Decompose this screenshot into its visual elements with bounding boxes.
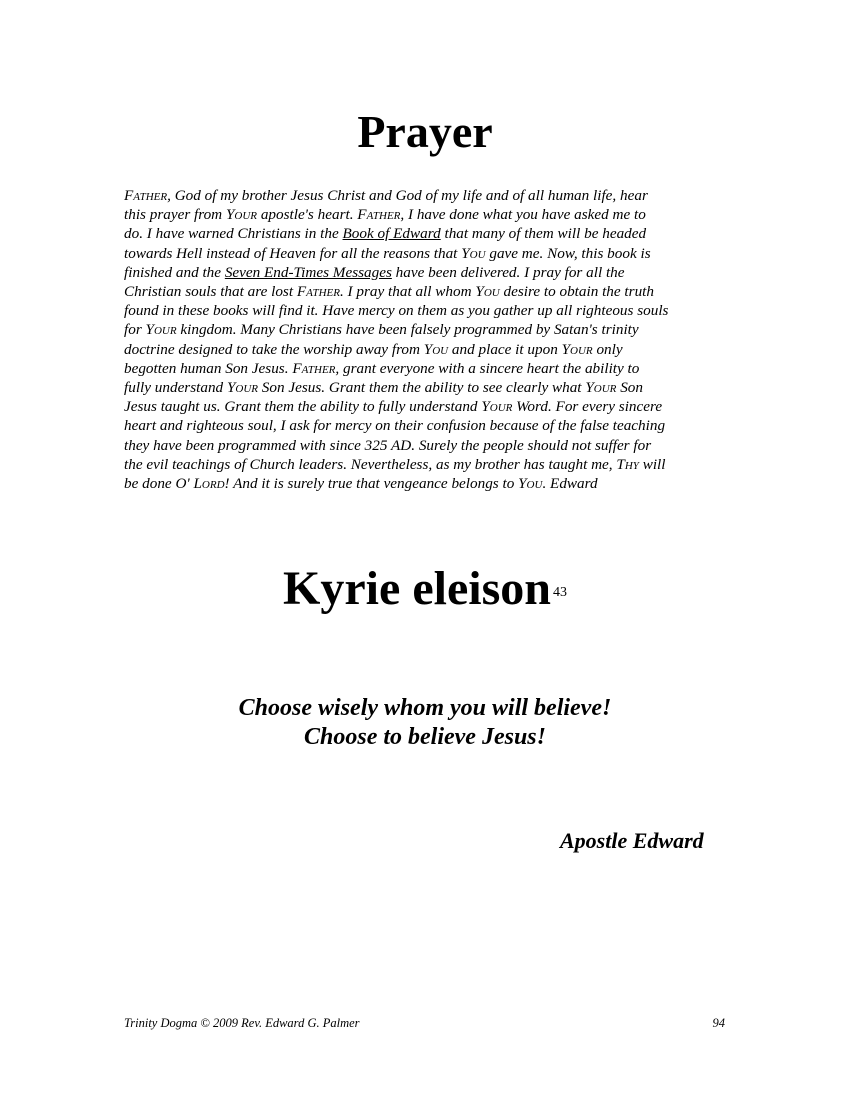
prayer-line: Christian souls that are lost Father. I pray that all whom You desire to obtain the truth xyxy=(124,283,654,301)
prayer-line: this prayer from Your apostle's heart. Father, I have done what you have asked me to xyxy=(124,206,646,224)
exhortation-line-1: Choose wisely whom you will believe! xyxy=(238,695,612,721)
prayer-line: fully understand Your Son Jesus. Grant them the ability to see clearly what Your Son xyxy=(124,379,643,397)
prayer-line: be done O' Lord! And it is surely true that vengeance belongs to You. Edward xyxy=(124,475,598,493)
prayer-line: do. I have warned Christians in the Book of Edward that many of them will be headed xyxy=(124,225,647,243)
page-title: Prayer xyxy=(357,106,493,157)
prayer-line: Jesus taught us. Grant them the ability to fully understand Your Word. For every sincere xyxy=(124,398,663,416)
prayer-line: they have been programmed with since 325 AD. Surely the people should not suffer for xyxy=(124,436,652,454)
prayer-line: for Your kingdom. Many Christians have been falsely programmed by Satan's trinity xyxy=(124,321,639,339)
exhortation-line-2: Choose to believe Jesus! xyxy=(304,724,546,750)
prayer-line: the evil teachings of Church leaders. Nevertheless, as my brother has taught me, Thy will xyxy=(124,455,666,473)
signature: Apostle Edward xyxy=(560,828,704,853)
prayer-line: finished and the Seven End-Times Messages have been delivered. I pray for all the xyxy=(124,263,625,281)
book-of-edward-title: Book of Edward xyxy=(342,225,441,243)
prayer-line: heart and righteous soul, I ask for mercy on their confusion because of the false teaching xyxy=(124,417,666,435)
footnote-marker: 43 xyxy=(552,585,567,600)
footer-copyright: Trinity Dogma © 2009 Rev. Edward G. Palmer xyxy=(124,1016,360,1030)
prayer-line: begotten human Son Jesus. Father, grant everyone with a sincere heart the ability to xyxy=(124,359,640,377)
kyrie-eleison-heading: Kyrie eleison $^{43}$ xyxy=(283,562,567,615)
prayer-line: towards Hell instead of Heaven for all the reasons that You gave me. Now, this book is xyxy=(124,244,651,262)
prayer-line: doctrine designed to take the worship away from You and place it upon Your only xyxy=(124,340,623,358)
prayer-line: Father, God of my brother Jesus Christ and God of my life and of all human life, hear xyxy=(124,187,648,204)
page-number: 94 xyxy=(712,1016,725,1030)
seven-messages-title: Seven End-Times Messages xyxy=(224,263,392,281)
prayer-paragraph xyxy=(124,186,734,493)
prayer-line: found in these books will find it. Have mercy on them as you gather up all righteous souls xyxy=(124,302,669,320)
